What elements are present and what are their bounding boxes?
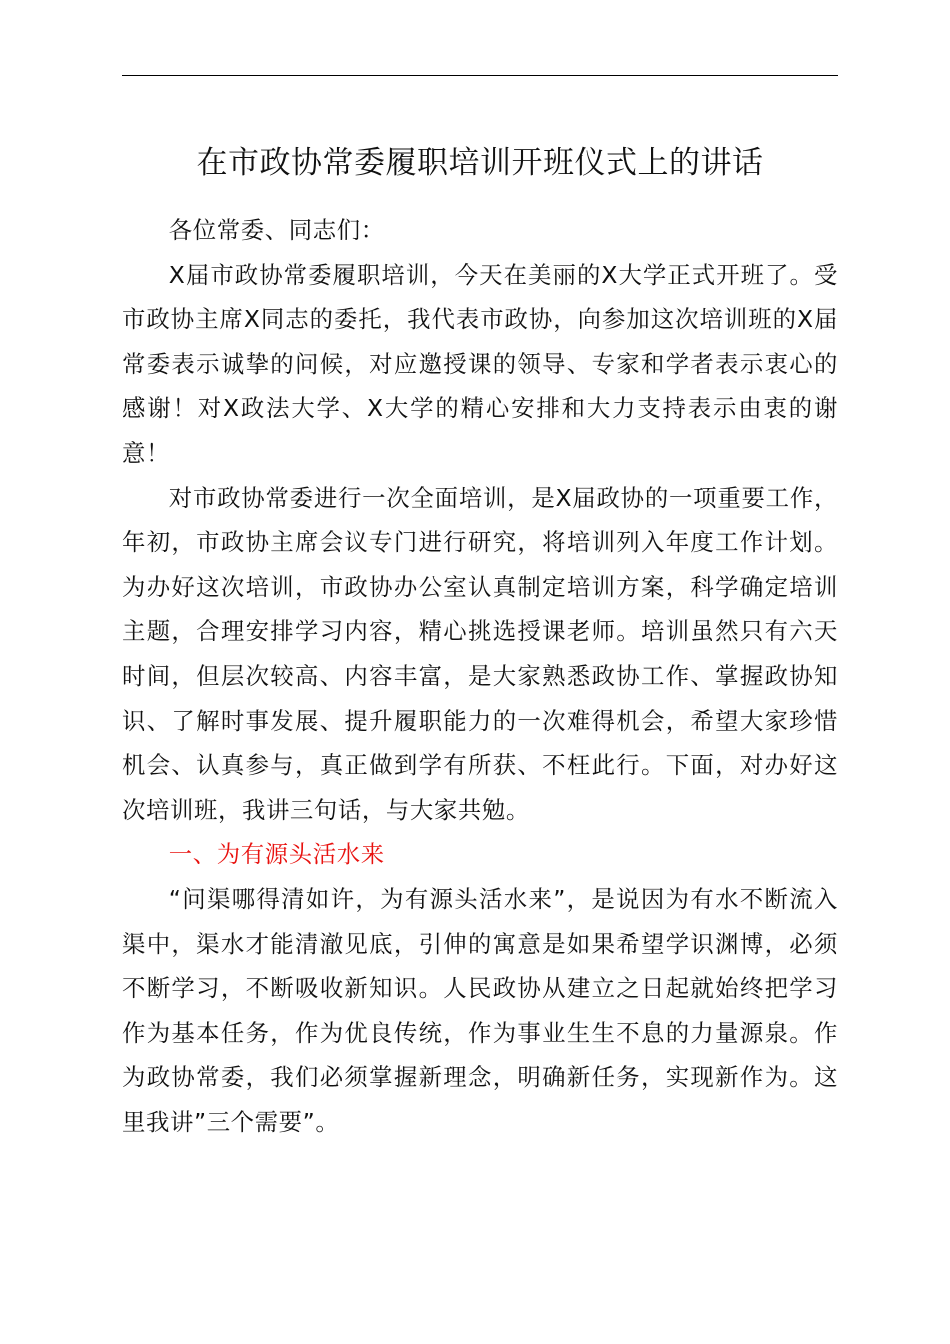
header-rule bbox=[122, 75, 838, 76]
paragraph: X届市政协常委履职培训，今天在美丽的X大学正式开班了。受市政协主席X同志的委托，我代表市政协，向参加这次培训班的X届常委表示诚挚的问候，对应邀授课的领导、专家和学者表示衷心的感谢！对X政法大学、X大学的精心安排和大力支持表示由衷的谢意！ bbox=[122, 260, 838, 467]
paragraph: 对市政协常委进行一次全面培训，是X届政协的一项重要工作，年初，市政协主席会议专门进行研究，将培训列入年度工作计划。为办好这次培训，市政协办公室认真制定培训方案，科学确定培训主题，合理安排学习内容，精心挑选授课老师。培训虽然只有六天时间，但层次较高、内容丰富，是大家熟悉政协工作、掌握政协知识、了解时事发展、提升履职能力的一次难得机会，希望大家珍惜机会、认真参与，真正做到学有所获、不枉此行。下面，对办好这次培训班，我讲三句话，与大家共勉。 bbox=[122, 483, 838, 824]
document-body bbox=[122, 208, 838, 1144]
section-heading: 一、为有源头活水来 bbox=[168, 840, 385, 869]
paragraph: “问渠哪得清如许，为有源头活水来”，是说因为有水不断流入渠中，渠水才能清澈见底，引伸的寓意是如果希望学识渊博，必须不断学习，不断吸收新知识。人民政协从建立之日起就始终把学习作为基本任务，作为优良传统，作为事业生生不息的力量源泉。作为政协常委，我们必须掌握新理念，明确新任务，实现新作为。这里我讲”三个需要”。 bbox=[122, 884, 838, 1136]
document-title: 在市政协常委履职培训开班仪式上的讲话 bbox=[196, 145, 764, 181]
salutation: 各位常委、同志们： bbox=[168, 216, 385, 244]
